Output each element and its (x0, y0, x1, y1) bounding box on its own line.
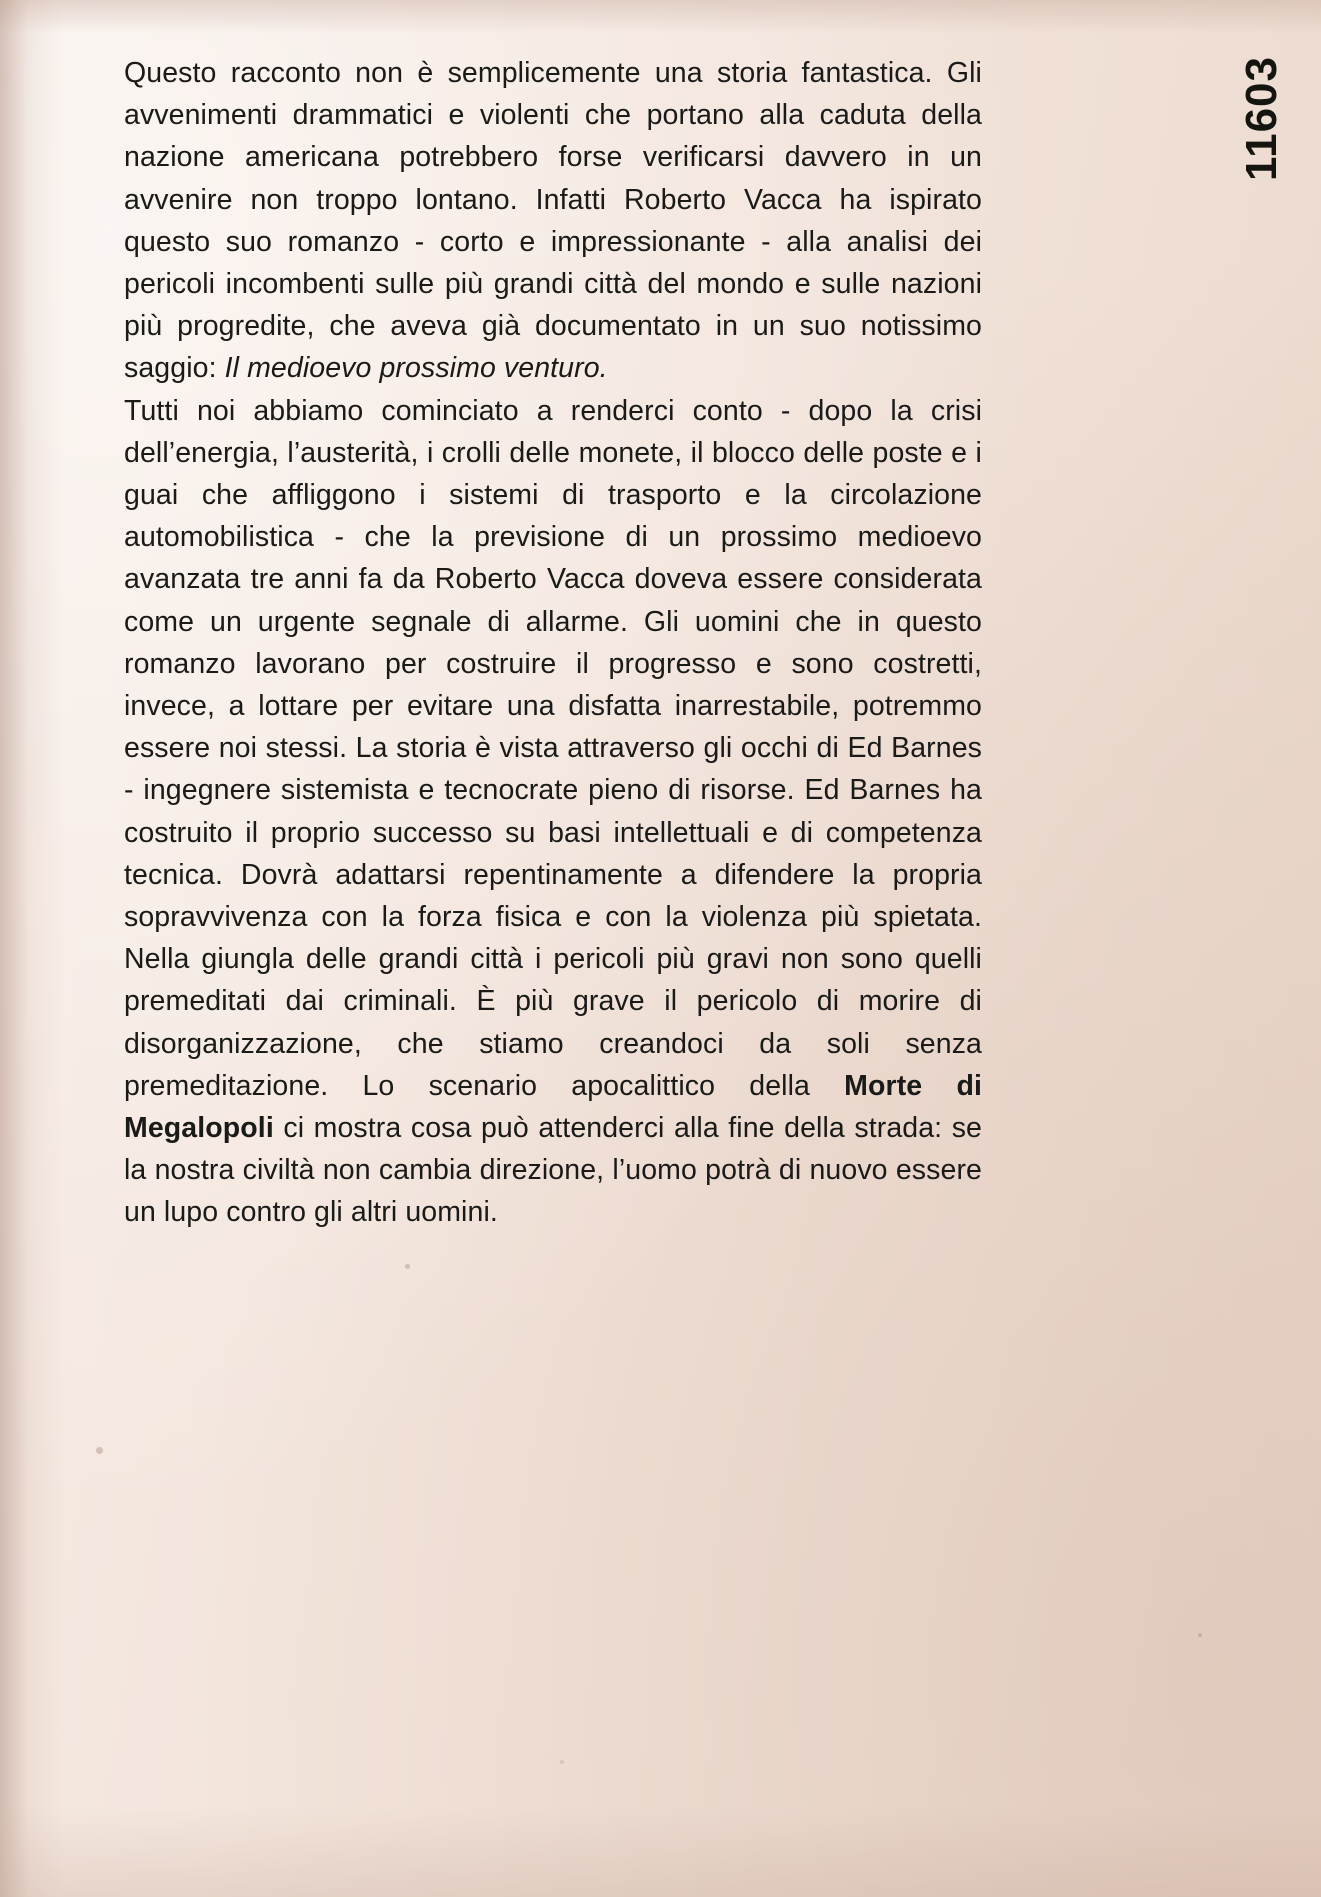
paper-speck (1198, 1633, 1202, 1637)
blurb-paragraph-1 (124, 52, 982, 390)
blurb-paragraph-2-text-end: ci mostra cosa può attenderci alla fine della strada: se la nostra civiltà non cambia direzione, l’uomo potrà di nuovo essere un lupo contro gli altri uomini. (124, 1112, 982, 1229)
paper-speck (96, 1447, 103, 1454)
back-cover-blurb (124, 52, 982, 1234)
catalog-number: 11603 (1237, 56, 1286, 181)
paper-speck (405, 1264, 410, 1269)
paper-left-shadow (0, 0, 64, 1897)
paper-top-shadow (0, 0, 1321, 34)
paper-bottom-shadow (0, 1807, 1321, 1897)
blurb-paragraph-2 (124, 390, 982, 1234)
blurb-paragraph-1-text: Questo racconto non è semplicemente una storia fantastica. Gli avvenimenti drammatici e violenti che portano alla caduta della nazione americana potrebbero forse verificarsi davvero in un avvenire non troppo lontano. Infatti Roberto Vacca ha ispirato questo suo romanzo - corto e impressionante - alla analisi dei pericoli incombenti sulle più grandi città del mondo e sulle nazioni più progredite, che aveva già documentato in un suo notissimo saggio: (124, 57, 982, 385)
referenced-essay-title: Il medioevo prossimo venturo. (224, 352, 608, 385)
paper-speck (560, 1760, 564, 1764)
blurb-paragraph-2-text: Tutti noi abbiamo cominciato a renderci conto - dopo la crisi dell’energia, l’austerità, i crolli delle monete, il blocco delle poste e i guai che affliggono i sistemi di trasporto e la circolazione automobilistica - che la previsione di un prossimo medioevo avanzata tre anni fa da Roberto Vacca doveva essere considerata come un urgente segnale di allarme. Gli uomini che in questo romanzo lavorano per costruire il progresso e sono costretti, invece, a lottare per evitare una disfatta inarrestabile, potremmo essere noi stessi. La storia è vista attraverso gli occhi di Ed Barnes - ingegnere sistemista e tecnocrate pieno di risorse. Ed Barnes ha costruito il proprio successo su basi intellettuali e di competenza tecnica. Dovrà adattarsi repentinamente a difendere la propria sopravvivenza con la forza fisica e con la violenza più spietata. Nella giungla delle grandi città i pericoli più gravi non sono quelli premeditati dai criminali. È più grave il pericolo di morire di disorganizzazione, che stiamo creandoci da soli senza premeditazione. Lo scenario apocalittico della (124, 394, 982, 1102)
book-title-mention: Morte di Megalopoli (124, 1069, 982, 1145)
